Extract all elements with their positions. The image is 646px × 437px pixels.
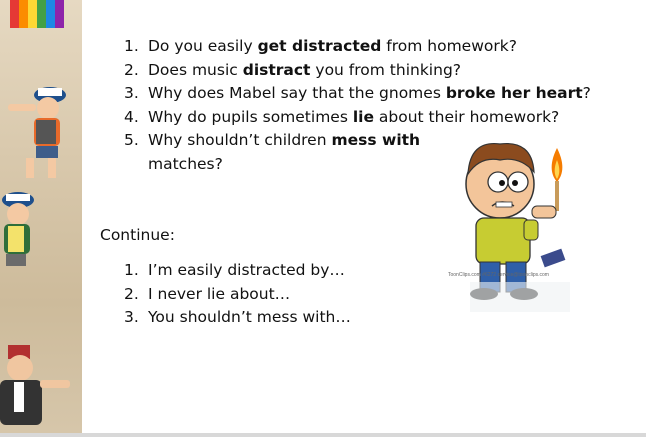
- list-number: 1.: [124, 261, 139, 279]
- rainbow-icon: [10, 0, 64, 28]
- continue-item: [120, 306, 351, 330]
- text-part: Why does Mabel say that the gnomes: [148, 84, 446, 103]
- continue-text: You shouldn’t mess with…: [148, 308, 351, 327]
- list-number: 5.: [124, 131, 139, 150]
- list-number: 2.: [124, 60, 139, 79]
- text-part: about their homework?: [373, 107, 560, 126]
- list-number: 1.: [124, 37, 139, 55]
- question-item: [120, 35, 591, 59]
- dipper-character-icon-2: [2, 192, 34, 266]
- question-item: [120, 82, 591, 106]
- continue-text: I never lie about…: [148, 284, 291, 303]
- continue-text: I’m easily distracted by…: [148, 261, 345, 279]
- list-number: 2.: [124, 284, 139, 303]
- bold-phrase: mess with: [331, 131, 421, 150]
- list-number: 3.: [124, 84, 139, 103]
- cartoon-caption: ToonClips.com #6272 service@toonclips.com: [448, 272, 549, 278]
- bold-phrase: get distracted: [257, 37, 382, 55]
- list-number: 4.: [124, 107, 139, 126]
- bold-phrase: broke her heart: [445, 84, 583, 103]
- text-part: Why shouldn’t children: [148, 131, 332, 150]
- continue-item: [120, 259, 351, 283]
- continue-heading: Continue:: [100, 226, 175, 244]
- text-part: from homework?: [381, 37, 517, 55]
- question-item: [120, 59, 591, 83]
- text-part: you from thinking?: [310, 60, 462, 79]
- text-part: ?: [582, 84, 591, 103]
- continue-item: [120, 283, 351, 307]
- bold-phrase: distract: [242, 60, 311, 79]
- decorative-sidebar: [0, 0, 82, 433]
- text-part: Why do pupils sometimes: [148, 107, 353, 126]
- list-number: 3.: [124, 308, 139, 327]
- boy-with-match-icon: [440, 126, 580, 326]
- stan-character-icon: [0, 345, 70, 425]
- dipper-character-icon: [8, 87, 66, 178]
- bold-phrase: lie: [352, 107, 374, 126]
- question-continuation: matches?: [148, 155, 223, 173]
- text-part: Does music: [148, 60, 243, 79]
- text-part: Do you easily: [148, 37, 258, 55]
- slide-bottom-border: [0, 433, 646, 437]
- continue-list: [120, 259, 351, 330]
